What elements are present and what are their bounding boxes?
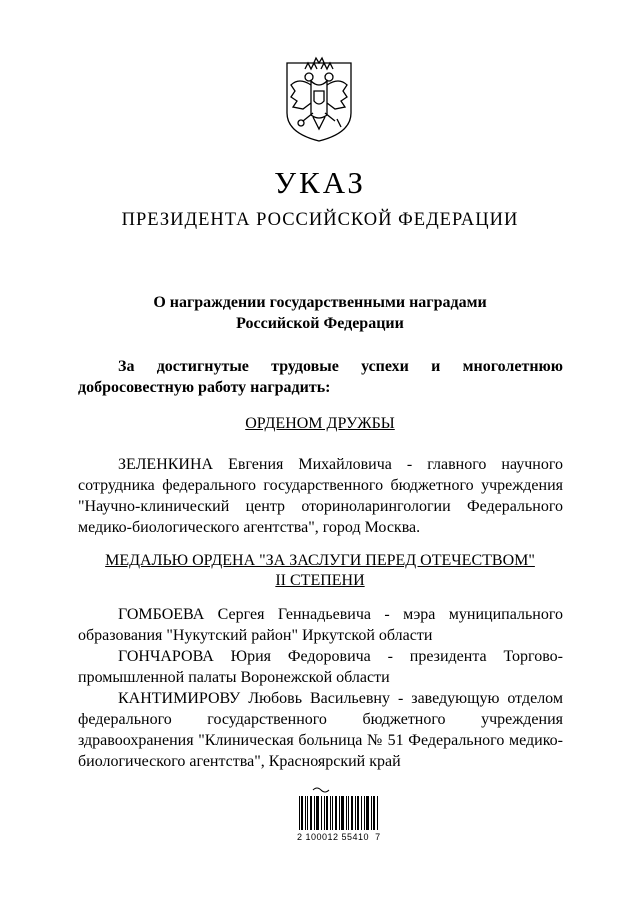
decree-heading-line2: Российской Федерации — [236, 315, 404, 332]
award-entry: ГОНЧАРОВА Юрия Федоровича - президента Торгово-промышленной палаты Воронежской области — [78, 648, 563, 686]
decree-heading — [0, 292, 640, 334]
award-medal-line2: II СТЕПЕНИ — [275, 572, 365, 589]
award-medal-title — [0, 551, 640, 591]
decree-heading-line1: О награждении государственными наградами — [153, 294, 487, 311]
award-entry: ЗЕЛЕНКИНА Евгения Михайловича - главного научного сотрудника федерального государственного бюджетного учреждения "Научно-клинический центр оториноларингологии Федерального медико-биологического агентства", город Москва. — [78, 456, 563, 536]
award-medal-line1: МЕДАЛЬЮ ОРДЕНА "ЗА ЗАСЛУГИ ПЕРЕД ОТЕЧЕСТВОМ" — [105, 552, 535, 569]
award-entry: ГОМБОЕВА Сергея Геннадьевича - мэра муниципального образования "Нукутский район" Иркутской области — [78, 606, 563, 644]
award-order-of-friendship: ОРДЕНОМ ДРУЖБЫ — [245, 415, 395, 432]
preamble-text: За достигнутые трудовые успехи и многолетнюю добросовестную работу наградить: — [78, 358, 563, 396]
barcode-icon — [297, 786, 387, 856]
coat-of-arms-icon — [279, 55, 359, 145]
barcode-number: 2 100012 55410 7 — [297, 832, 381, 842]
document-subtitle: ПРЕЗИДЕНТА РОССИЙСКОЙ ФЕДЕРАЦИИ — [121, 210, 519, 230]
document-title: УКАЗ — [274, 165, 366, 200]
award-entry: КАНТИМИРОВУ Любовь Васильевну - заведующую отделом федерального государственного бюджетного учреждения здравоохранения "Клиническая больница № 51 Федерального медико-биологического агентства", Красноярский край — [78, 690, 563, 770]
